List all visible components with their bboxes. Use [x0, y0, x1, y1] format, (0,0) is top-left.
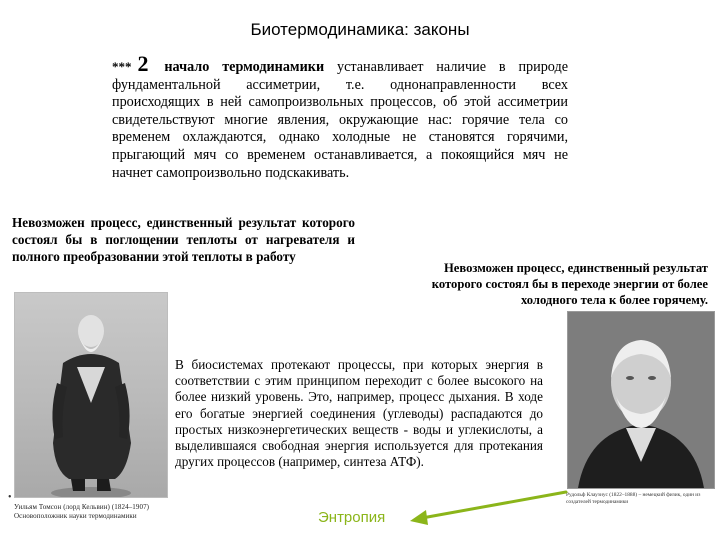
kelvin-caption-line1: Уильям Томсон (лорд Кельвин) (1824–1907) — [14, 503, 150, 511]
stars-marker: *** — [112, 59, 132, 74]
law-number: 2 — [137, 51, 149, 76]
thomson-formulation: Невозможен процесс, единственный результат которого состоял бы в поглощении теплоты от нагревателя и полного преобразовании этой теплоты в работу — [12, 215, 355, 264]
clausius-caption: Рудольф Клаузиус (1822–1888) – немецкий физик, один из создателей термодинамики — [566, 492, 701, 505]
slide-title: Биотермодинамика: законы — [250, 20, 470, 39]
kelvin-figure-illustration — [15, 293, 167, 497]
clausius-formulation: Невозможен процесс, единственный результат которого состоял бы в переходе энергии от более холодного тела к более горячему. — [431, 261, 708, 307]
bullet-dot: • — [8, 492, 12, 503]
clausius-portrait-image — [567, 311, 715, 489]
law-heading: начало термодинамики — [164, 59, 325, 75]
kelvin-portrait-image — [14, 292, 168, 498]
clausius-figure-illustration — [568, 312, 714, 488]
kelvin-caption-line2: Основоположник науки термодинамики — [14, 512, 137, 520]
second-law-text: устанавливает наличие в природе фундаментальной ассиметрии, т.е. однонаправленности всех происходящих в ней самопроизвольных процессов, об этой ассиметрии свидетельствуют многие явления, окружающие нас: горячие тела со временем охлаждаются, однако холодные не становятся горячими, прыгающий мяч со временем останавливается, а покоящийся мяч не начнет самопроизвольно подскакивать. — [112, 59, 569, 181]
second-law-paragraph — [112, 51, 569, 182]
entropy-label: Энтропия — [318, 509, 386, 526]
entropy-arrow-icon — [400, 488, 570, 528]
kelvin-caption — [14, 503, 174, 521]
biosystems-paragraph: В биосистемах протекают процессы, при которых энергия в соответствии с этим принципом переходит с более высокого на более низкий уровень. Это, например, процесс дыхания. В ходе его богатые энергией соединения (углеводы) распадаются до простых низкоэнергетических веществ - воды и углекислоты, а выделившаяся свободная энергия используется для протекания других процессов (например, синтеза АТФ). — [175, 357, 543, 470]
